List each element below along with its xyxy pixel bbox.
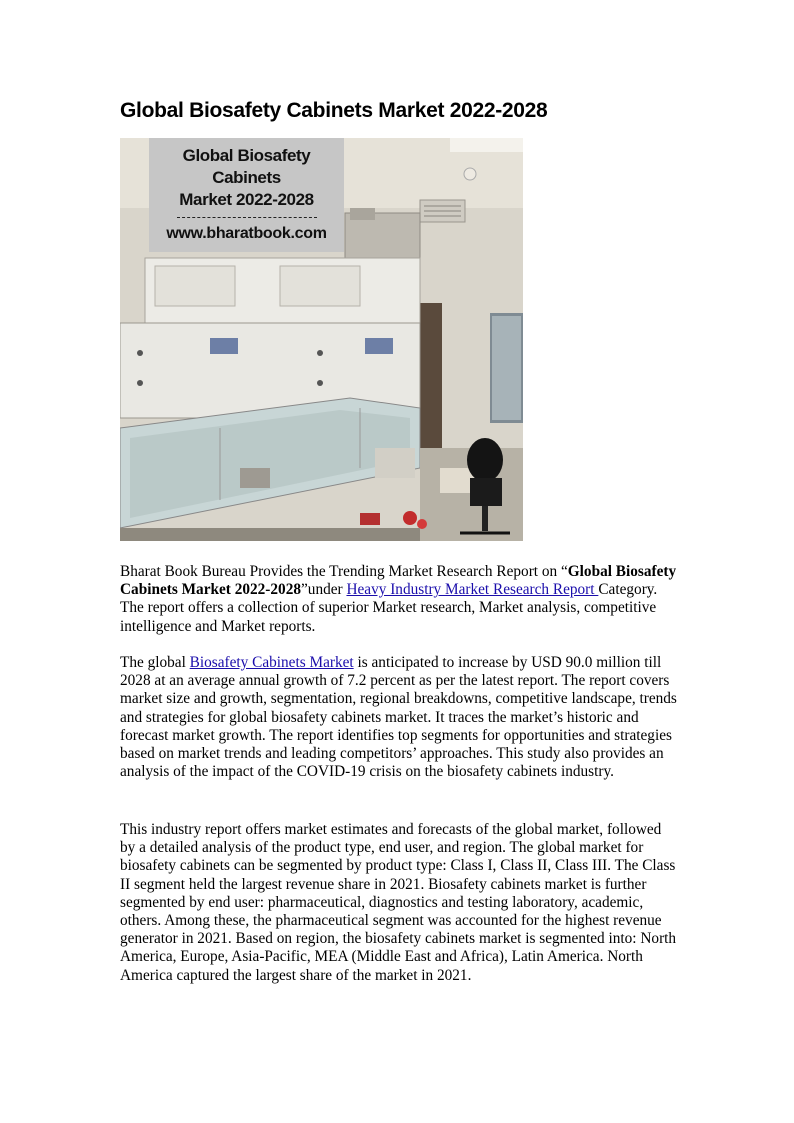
banner-title-line1: Global Biosafety Cabinets <box>182 146 311 187</box>
banner-url: www.bharatbook.com <box>166 225 327 242</box>
growth-intro-text: The global <box>120 654 190 671</box>
category-link[interactable]: Heavy Industry Market Research Report <box>346 581 599 599</box>
after-title-text: ”under <box>301 581 347 599</box>
banner-divider <box>177 217 317 218</box>
report-title-bold: Global Biosafety Cabinets Market 2022-2028 <box>120 563 677 599</box>
lab-photo <box>120 138 523 541</box>
page-title: Global Biosafety Cabinets Market 2022-2028 <box>120 99 548 122</box>
intro-rest-text: Category. The report offers a collection of superior Market research, Market analysis, competitive intelligence and Market reports. <box>120 581 658 635</box>
report-banner <box>149 138 344 252</box>
intro-paragraph <box>120 563 680 636</box>
segmentation-paragraph: This industry report offers market estimates and forecasts of the global market, followed by a detailed analysis of the product type, end user, and region. The global market for biosafety cabinets can be segmented by product type: Class I, Class II, Class III. The Class II segment held the largest revenue share in 2021. Biosafety cabinets market is further segmented by end user: pharmaceutical, diagnostics and testing laboratory, academic, others. Among these, the pharmaceutical segment was accounted for the highest revenue generator in 2021. Based on region, the biosafety cabinets market is segmented into: North America, Europe, Asia-Pacific, MEA (Middle East and Africa), Latin America. North America captured the largest share of the market in 2021. <box>120 821 677 984</box>
growth-paragraph <box>120 654 680 781</box>
intro-text: Bharat Book Bureau Provides the Trending Market Research Report on “ <box>120 563 568 580</box>
banner-title-line2: Market 2022-2028 <box>179 190 314 209</box>
market-link[interactable]: Biosafety Cabinets Market <box>189 654 354 671</box>
growth-rest-text: is anticipated to increase by USD 90.0 million till 2028 at an average annual growth of 7.2 percent as per the latest report. The report covers market size and growth, segmentation, regional breakdowns, competitive landscape, trends and strategies for global biosafety cabinets market. It traces the market’s historic and forecast market growth. The report identifies top segments for opportunities and strategies based on market trends and leading competitors’ approaches. This study also provides an analysis of the impact of the COVID-19 crisis on the biosafety cabinets industry. <box>120 654 677 781</box>
